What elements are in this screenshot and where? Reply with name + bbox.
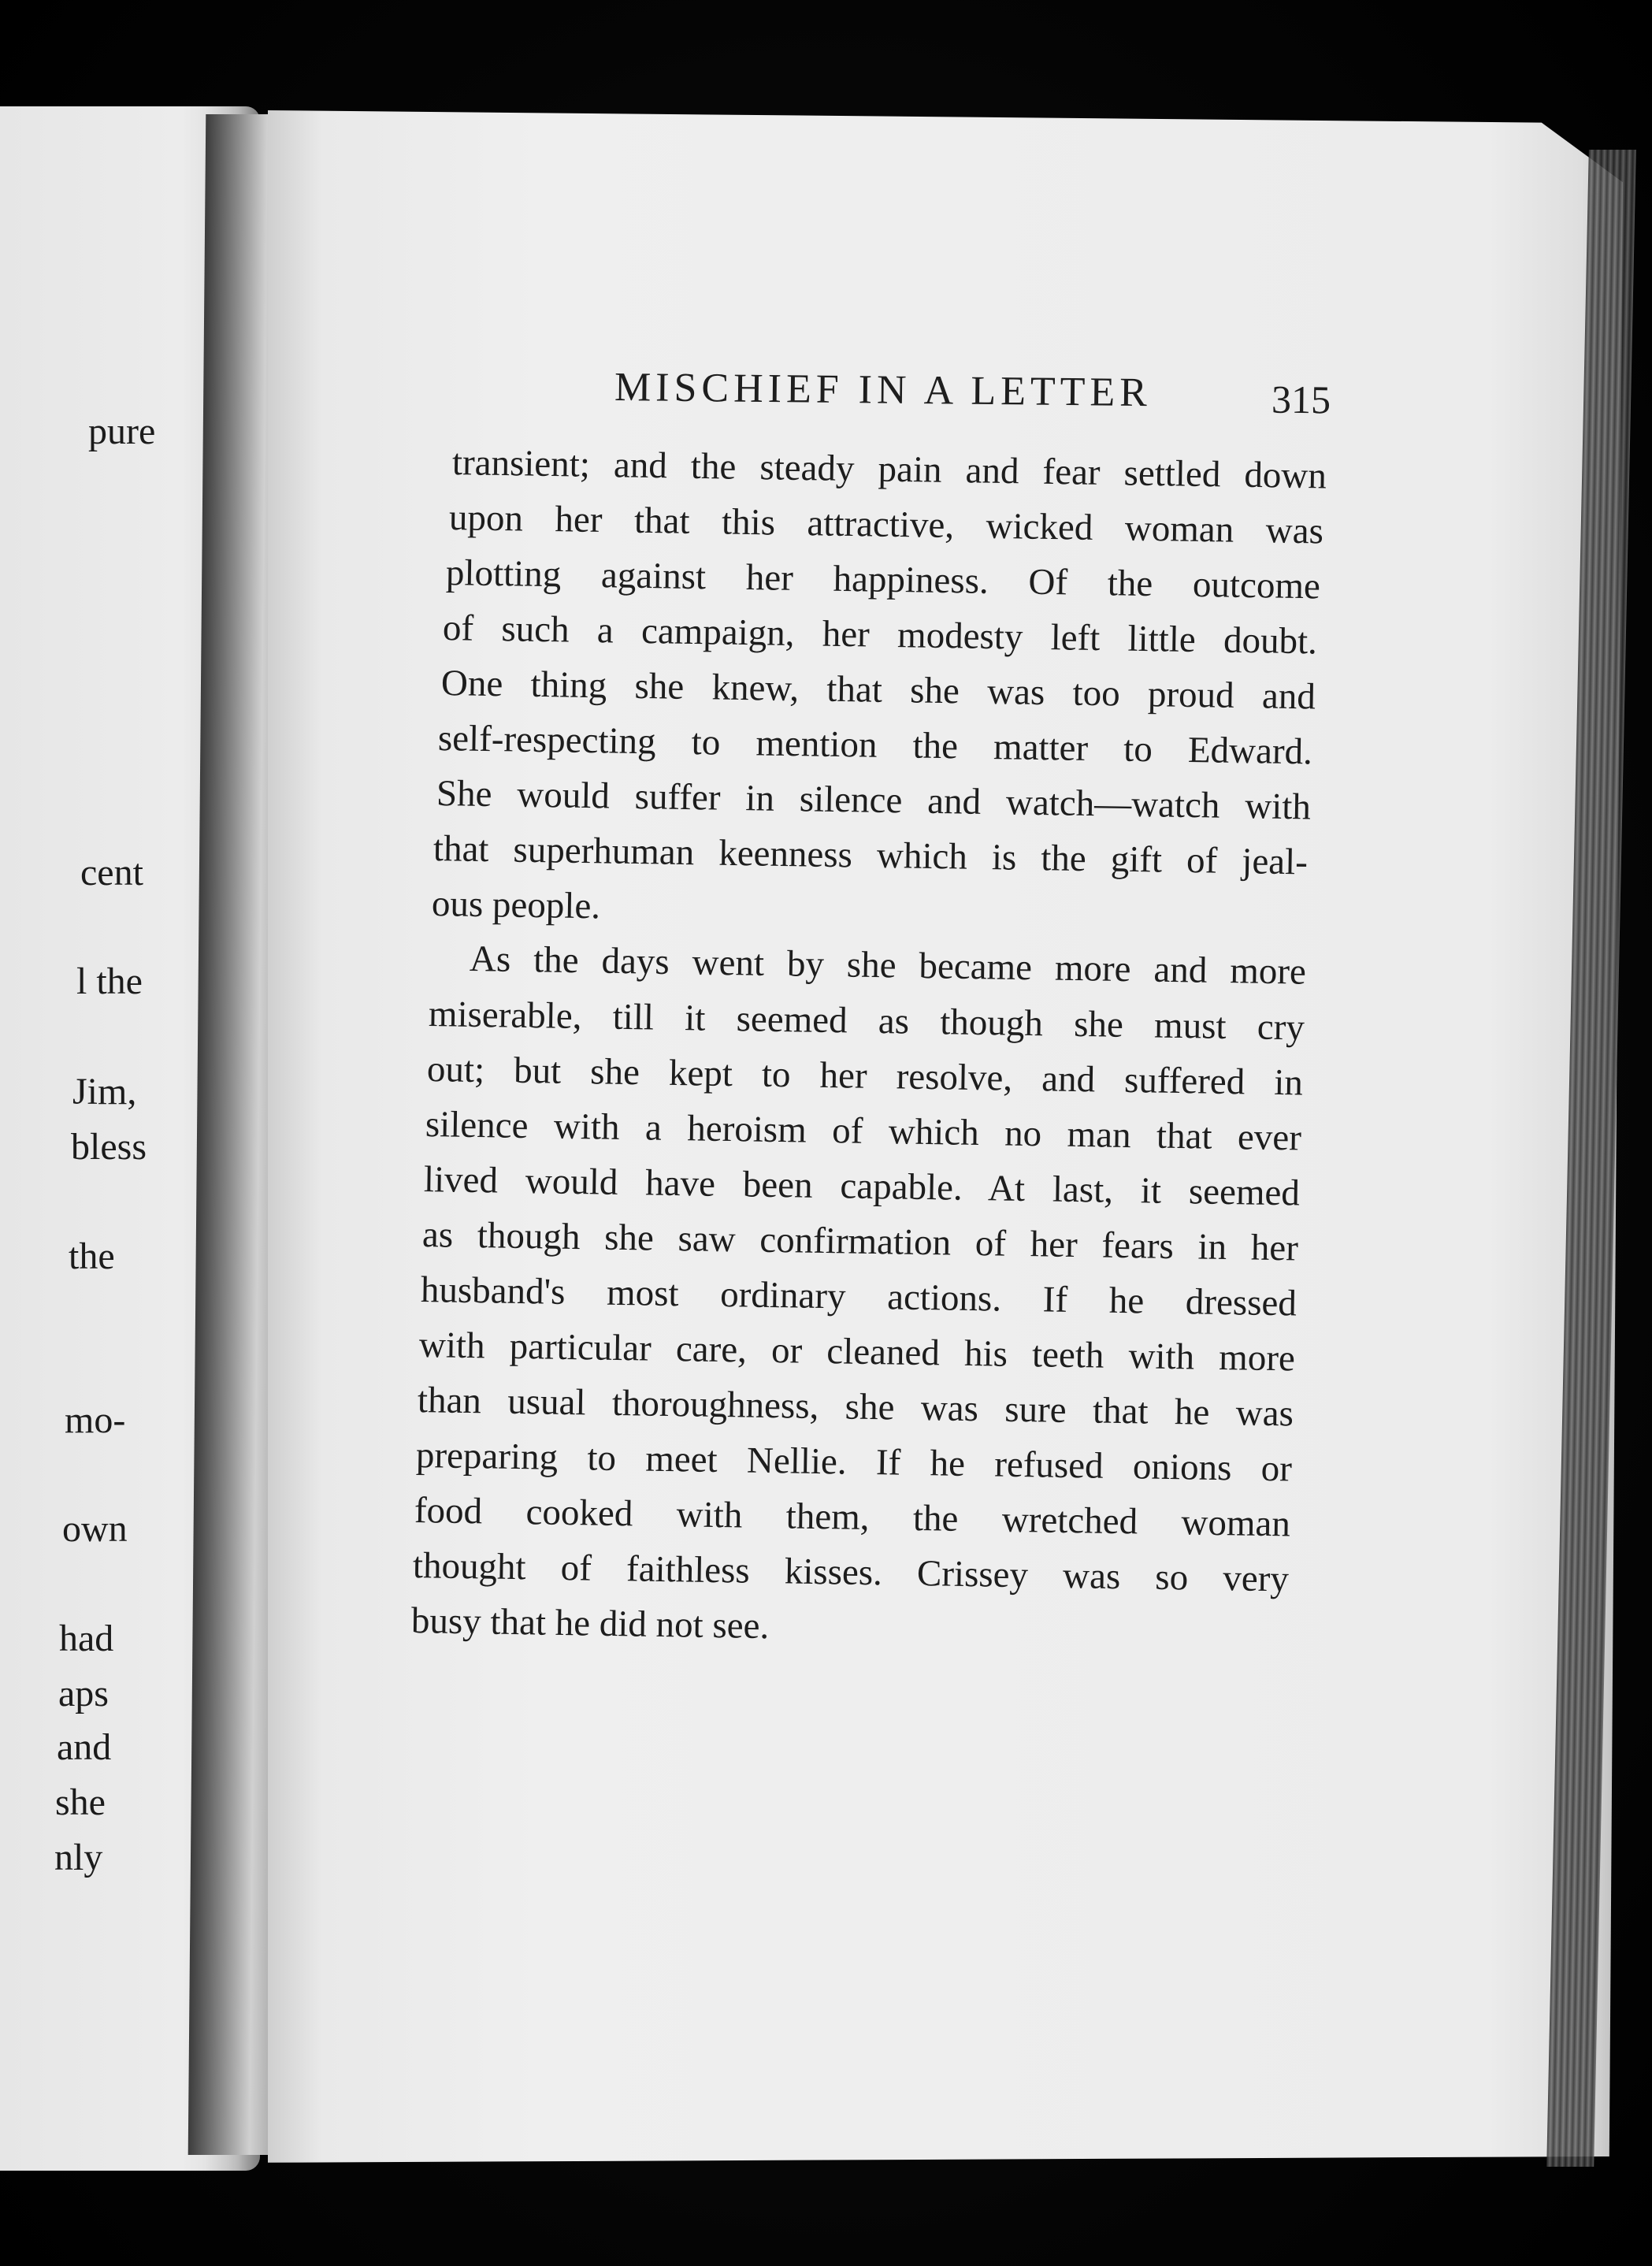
text-line: As the days went by she became more and more [469,938,1307,993]
text-line: than usual thoroughness, she was sure that he was [417,1380,1294,1435]
text-line: with particular care, or cleaned his teeth with more [418,1324,1296,1380]
text-line: thought of faithless kisses. Crissey was so very [412,1545,1290,1600]
text-line: upon her that this attractive, wicked woman was [448,497,1324,552]
previous-page-line: aps [58,1673,109,1714]
previous-page-line: nly [54,1837,103,1878]
text-line: out; but she kept to her resolve, and suffered in [426,1049,1304,1104]
text-line: food cooked with them, the wretched woman [414,1490,1291,1545]
previous-page-line: bless [71,1126,147,1168]
text-line: self-respecting to mention the matter to Edward. [437,718,1313,773]
text-line: She would suffer in silence and watch—watch with [436,773,1312,828]
text-line: lived would have been capable. At last, it seemed [423,1159,1301,1214]
page-number: 315 [1271,377,1331,422]
text-line: of such a campaign, her modesty left little doubt. [442,607,1318,663]
previous-page-line: l the [76,960,143,1002]
previous-page-line: pure [88,410,156,452]
text-line: husband's most ordinary actions. If he dressed [420,1269,1297,1324]
text-line: miserable, till it seemed as though she must cry [428,994,1305,1049]
previous-page-line: Jim, [72,1071,137,1113]
previous-page-line: mo- [65,1399,126,1441]
text-line: as though she saw confirmation of her fears in her [421,1214,1299,1269]
running-head: MISCHIEF IN A LETTER [614,365,1153,416]
text-line: plotting against her happiness. Of the outcome [445,552,1321,607]
text-line: preparing to meet Nellie. If he refused onions or [415,1435,1293,1490]
previous-page-line: cent [80,852,143,893]
text-line: transient; and the steady pain and fear settled down [451,442,1327,497]
previous-page-line: she [55,1781,106,1823]
text-line: silence with a heroism of which no man that ever [425,1104,1302,1159]
text-line: One thing she knew, that she was too proud and [440,663,1316,718]
previous-page-line: the [69,1235,115,1277]
previous-page-line: and [57,1726,112,1768]
text-line: ous people. [431,883,601,927]
previous-page-line: had [59,1618,114,1659]
text-line: busy that he did not see. [410,1600,770,1647]
previous-page-line: own [62,1508,128,1550]
text-line: that superhuman keenness which is the gift of jeal- [432,828,1309,883]
